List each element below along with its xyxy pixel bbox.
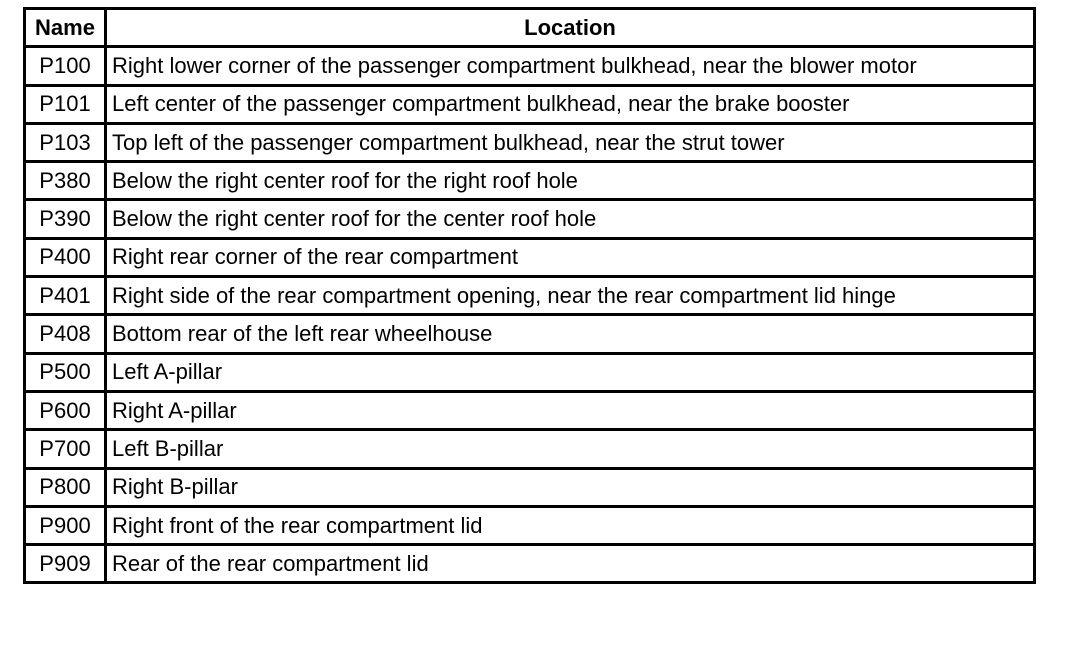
table-row <box>25 200 1035 238</box>
table-row <box>25 123 1035 161</box>
row-location-cell: Below the right center roof for the right roof hole <box>106 162 1035 200</box>
row-name-cell: P380 <box>25 162 106 200</box>
row-location-cell: Rear of the rear compartment lid <box>106 545 1035 583</box>
table-header-row <box>25 9 1035 47</box>
table-row <box>25 545 1035 583</box>
table-row <box>25 468 1035 506</box>
row-location-cell: Below the right center roof for the center roof hole <box>106 200 1035 238</box>
table-row <box>25 238 1035 276</box>
row-name-cell: P390 <box>25 200 106 238</box>
header-name: Name <box>25 9 106 47</box>
connector-location-table-wrapper <box>23 7 1033 584</box>
row-name-cell: P101 <box>25 85 106 123</box>
row-name-cell: P401 <box>25 277 106 315</box>
row-name-cell: P100 <box>25 47 106 85</box>
row-name-cell: P400 <box>25 238 106 276</box>
row-name-cell: P408 <box>25 315 106 353</box>
row-location-cell: Bottom rear of the left rear wheelhouse <box>106 315 1035 353</box>
row-name-cell: P900 <box>25 506 106 544</box>
row-name-cell: P103 <box>25 123 106 161</box>
row-location-cell: Right B-pillar <box>106 468 1035 506</box>
row-name-cell: P800 <box>25 468 106 506</box>
row-location-cell: Right rear corner of the rear compartment <box>106 238 1035 276</box>
table-row <box>25 85 1035 123</box>
row-name-cell: P600 <box>25 391 106 429</box>
row-location-cell: Right side of the rear compartment opening, near the rear compartment lid hinge <box>106 277 1035 315</box>
connector-location-table <box>23 7 1036 584</box>
table-row <box>25 391 1035 429</box>
table-row <box>25 277 1035 315</box>
row-location-cell: Right A-pillar <box>106 391 1035 429</box>
row-location-cell: Left center of the passenger compartment bulkhead, near the brake booster <box>106 85 1035 123</box>
row-location-cell: Top left of the passenger compartment bulkhead, near the strut tower <box>106 123 1035 161</box>
table-row <box>25 315 1035 353</box>
header-location: Location <box>106 9 1035 47</box>
row-location-cell: Left B-pillar <box>106 430 1035 468</box>
table-row <box>25 162 1035 200</box>
row-name-cell: P909 <box>25 545 106 583</box>
row-location-cell: Left A-pillar <box>106 353 1035 391</box>
row-location-cell: Right front of the rear compartment lid <box>106 506 1035 544</box>
row-name-cell: P700 <box>25 430 106 468</box>
row-location-cell: Right lower corner of the passenger compartment bulkhead, near the blower motor <box>106 47 1035 85</box>
table-row <box>25 506 1035 544</box>
row-name-cell: P500 <box>25 353 106 391</box>
table-row <box>25 47 1035 85</box>
table-row <box>25 353 1035 391</box>
table-row <box>25 430 1035 468</box>
